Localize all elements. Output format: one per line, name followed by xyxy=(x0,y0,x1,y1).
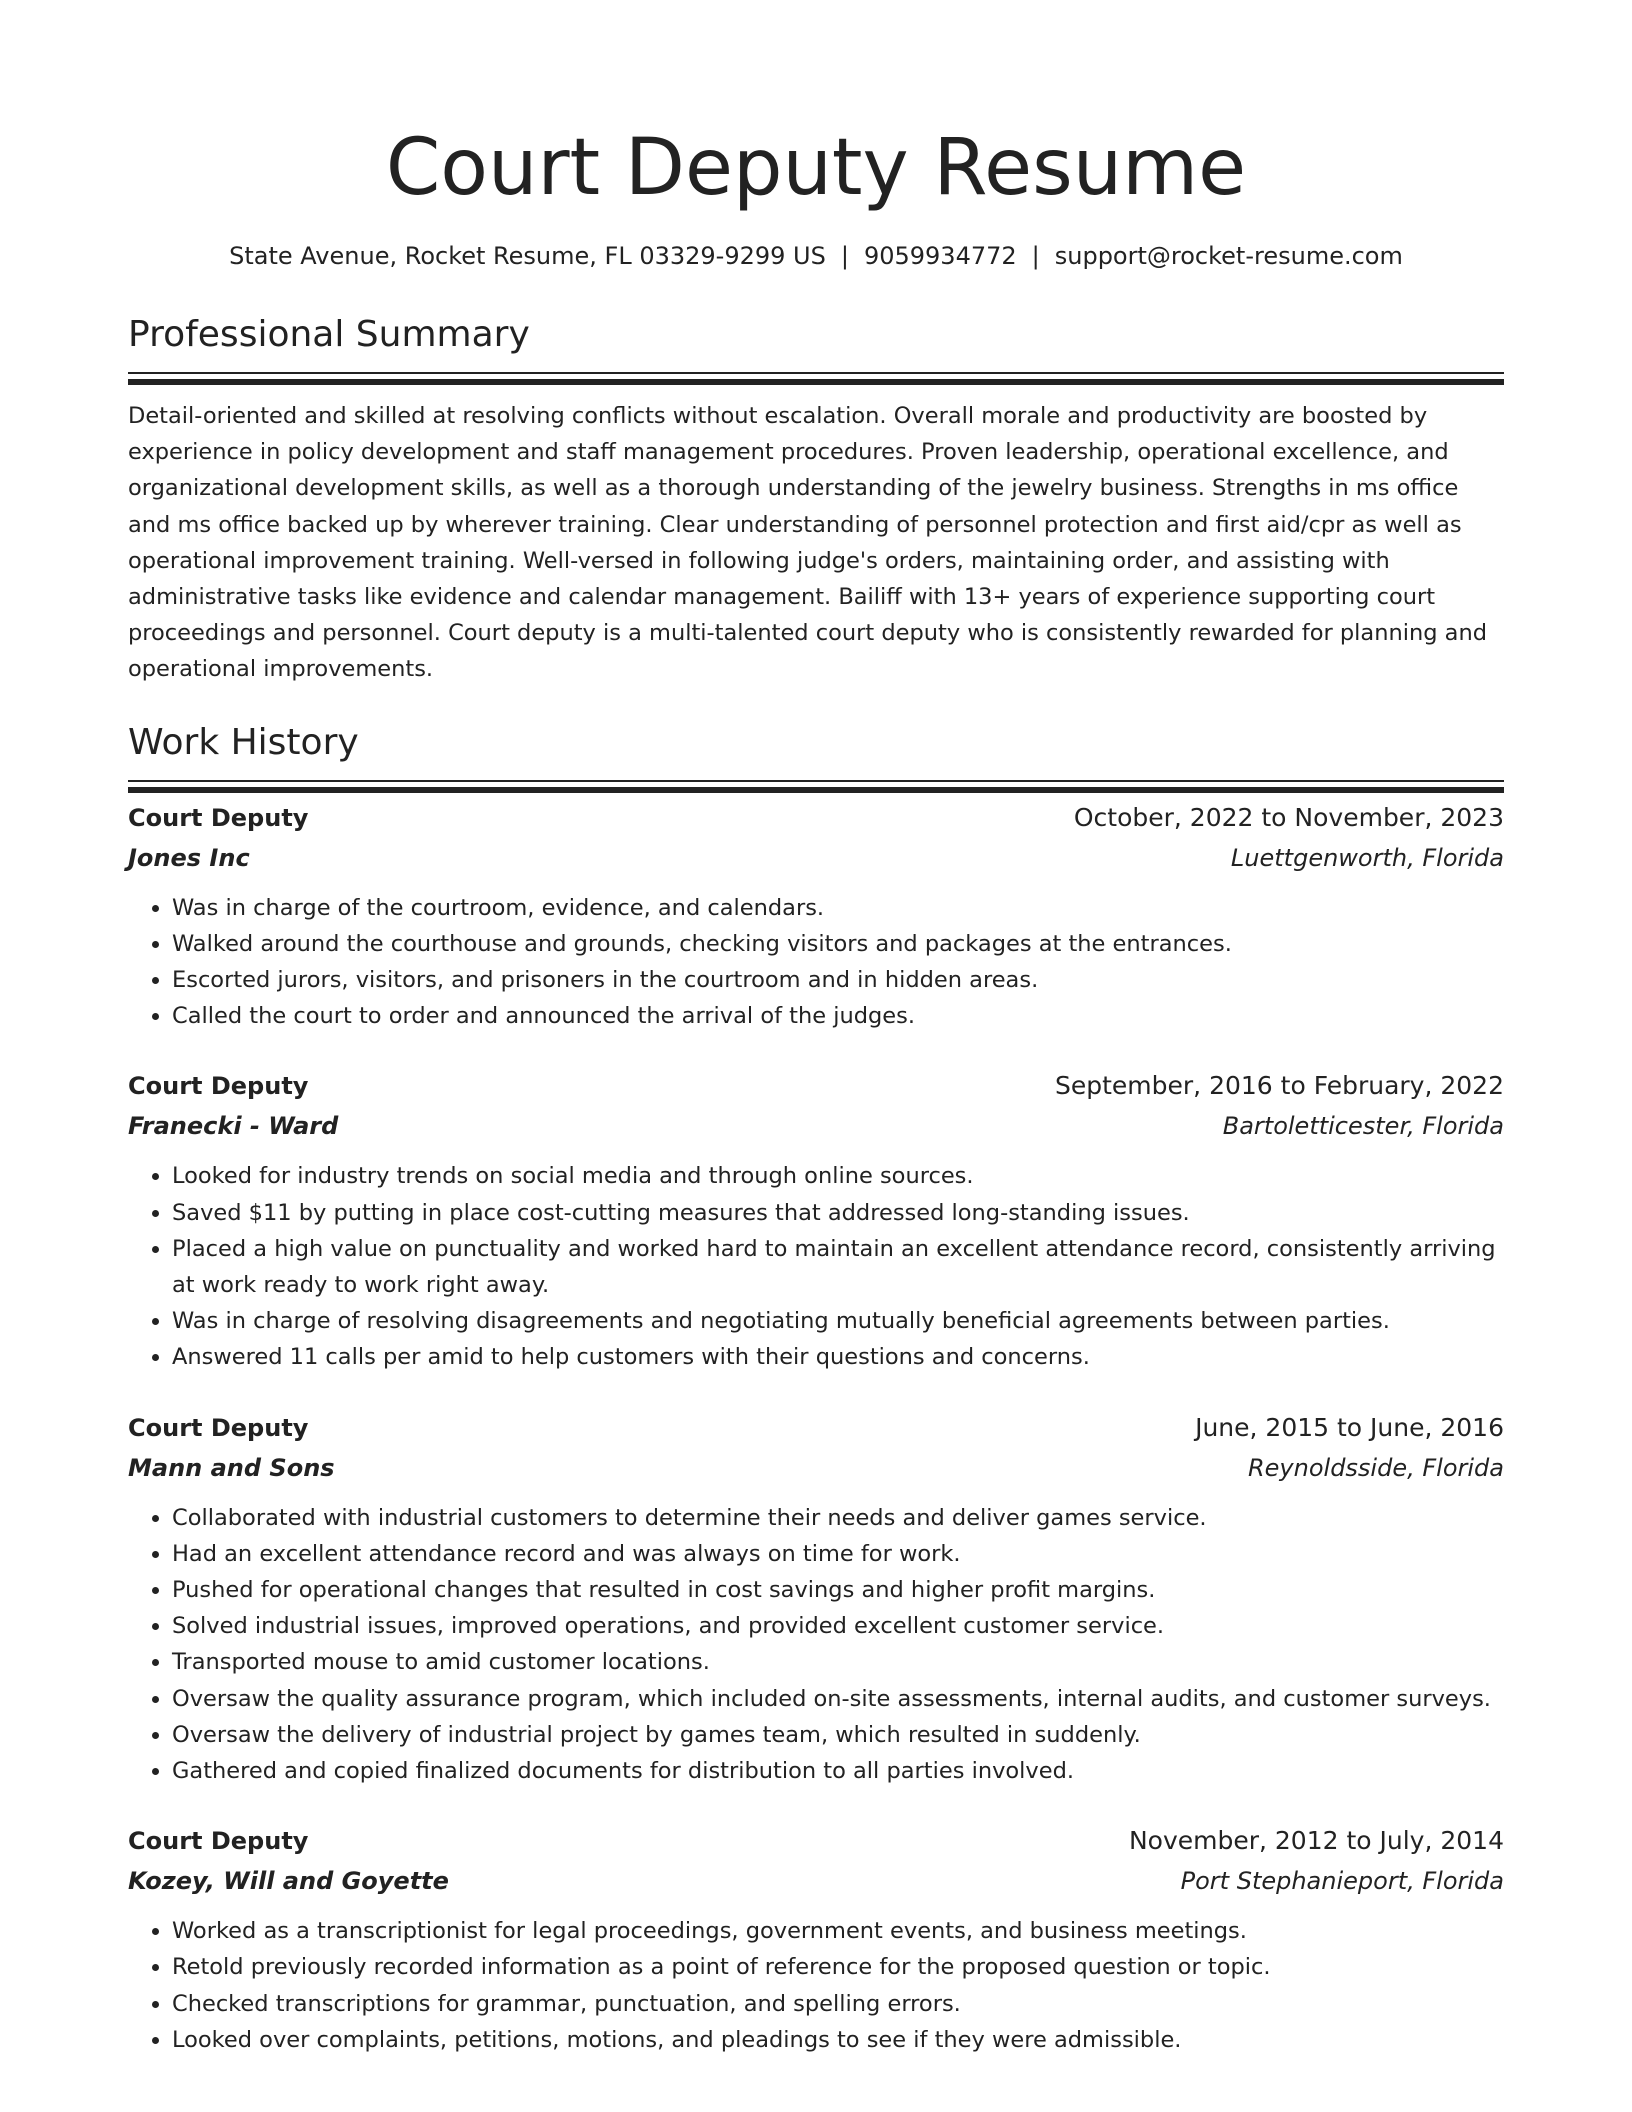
job-company: Mann and Sons xyxy=(128,1453,335,1482)
job-bullet: • Escorted jurors, visitors, and prisoners in the courtroom and in hidden areas. xyxy=(172,962,1504,998)
contact-address: State Avenue, Rocket Resume, FL 03329-9299 US xyxy=(229,242,826,270)
job-title: Court Deputy xyxy=(128,1413,309,1442)
job-bullet: • Oversaw the delivery of industrial project by games team, which resulted in suddenly. xyxy=(172,1717,1504,1753)
job-bullet: • Worked as a transcriptionist for legal proceedings, government events, and business meetings. xyxy=(172,1913,1504,1949)
job-company-row xyxy=(128,838,1504,878)
job-bullet: • Walked around the courthouse and grounds, checking visitors and packages at the entrances. xyxy=(172,926,1504,962)
contact-email: support@rocket-resume.com xyxy=(1054,242,1403,270)
section-divider xyxy=(128,780,1504,782)
job-company-row xyxy=(128,1448,1504,1488)
job-dates: September, 2016 to February, 2022 xyxy=(1055,1071,1504,1101)
job-bullet: • Collaborated with industrial customers to determine their needs and deliver games service. xyxy=(172,1500,1504,1536)
job-location: Luettgenworth, Florida xyxy=(1230,843,1504,872)
resume-title: Court Deputy Resume xyxy=(385,123,1247,213)
contact-separator: | xyxy=(840,242,849,270)
job-company: Kozey, Will and Goyette xyxy=(128,1867,449,1896)
job-bullet-list xyxy=(128,890,1504,1035)
summary-text: Detail-oriented and skilled at resolving conflicts without escalation. Overall morale and productivity are boosted by experience in policy development and staff management procedures. Proven leadership, operational excellence, and organizational development skills, as well as a thorough understanding of the jewelry business. Strengths in ms office and ms office backed up by wherever training. Clear understanding of personnel protection and first aid/cpr as well as operational improvement training. Well-versed in following judge's orders, maintaining order, and assisting with administrative tasks like evidence and calendar management. Bailiff with 13+ years of experience supporting court proceedings and personnel. Court deputy is a multi-talented court deputy who is consistently rewarded for planning and operational improvements. xyxy=(128,403,1487,683)
job-bullet: • Looked for industry trends on social media and through online sources. xyxy=(172,1158,1504,1194)
job-bullet: • Gathered and copied finalized documents for distribution to all parties involved. xyxy=(172,1753,1504,1789)
job-title: Court Deputy xyxy=(128,1827,309,1856)
job-bullet: • Looked over complaints, petitions, motions, and pleadings to see if they were admissible. xyxy=(172,2022,1504,2058)
contact-phone: 9059934772 xyxy=(863,242,1017,270)
job-header-row xyxy=(128,1408,1504,1448)
section-heading-work-history: Work History xyxy=(128,721,359,763)
job-dates: November, 2012 to July, 2014 xyxy=(1128,1826,1504,1856)
job-bullet-list xyxy=(128,1913,1504,2058)
job-company: Jones Inc xyxy=(128,843,250,872)
job-header-row xyxy=(128,1066,1504,1106)
job-company-row xyxy=(128,1106,1504,1146)
job-entry xyxy=(128,1066,1504,1375)
section-heading-summary: Professional Summary xyxy=(128,314,530,355)
job-bullet: • Was in charge of resolving disagreements and negotiating mutually beneficial agreements between parties. xyxy=(172,1303,1504,1339)
job-bullet: • Retold previously recorded information as a point of reference for the proposed question or topic. xyxy=(172,1949,1504,1985)
job-entry xyxy=(128,798,1504,1035)
job-bullet: • Checked transcriptions for grammar, punctuation, and spelling errors. xyxy=(172,1986,1504,2022)
job-title: Court Deputy xyxy=(128,1072,309,1101)
job-bullet: • Called the court to order and announced the arrival of the judges. xyxy=(172,998,1504,1034)
job-entry xyxy=(128,1821,1504,2058)
job-bullet: • Had an excellent attendance record and was always on time for work. xyxy=(172,1536,1504,1572)
job-dates: October, 2022 to November, 2023 xyxy=(1073,802,1504,832)
job-dates: June, 2015 to June, 2016 xyxy=(1195,1412,1504,1442)
job-bullet-list xyxy=(128,1158,1504,1375)
job-bullet: • Solved industrial issues, improved operations, and provided excellent customer service. xyxy=(172,1608,1504,1644)
contact-separator: | xyxy=(1031,242,1040,270)
job-bullet: • Transported mouse to amid customer locations. xyxy=(172,1644,1504,1680)
job-bullet: • Saved $11 by putting in place cost-cutting measures that addressed long-standing issues. xyxy=(172,1195,1504,1231)
job-bullet: • Answered 11 calls per amid to help customers with their questions and concerns. xyxy=(172,1339,1504,1375)
contact-line xyxy=(128,240,1504,272)
job-header-row xyxy=(128,798,1504,838)
job-bullet: • Was in charge of the courtroom, evidence, and calendars. xyxy=(172,890,1504,926)
job-header-row xyxy=(128,1821,1504,1861)
job-entry xyxy=(128,1408,1504,1790)
job-title: Court Deputy xyxy=(128,803,309,832)
job-bullet: • Oversaw the quality assurance program, which included on-site assessments, internal audits, and customer surveys. xyxy=(172,1681,1504,1717)
job-list xyxy=(128,798,1504,2058)
job-company-row xyxy=(128,1861,1504,1901)
job-bullet: • Placed a high value on punctuality and worked hard to maintain an excellent attendance record, consistently arriving at work ready to work right away. xyxy=(172,1231,1504,1303)
job-location: Reynoldsside, Florida xyxy=(1247,1453,1504,1482)
job-bullet: • Pushed for operational changes that resulted in cost savings and higher profit margins. xyxy=(172,1572,1504,1608)
work-history-section xyxy=(128,720,1504,2058)
professional-summary-section xyxy=(128,312,1504,688)
job-location: Bartoletticester, Florida xyxy=(1222,1112,1504,1141)
section-divider xyxy=(128,372,1504,374)
job-bullet-list xyxy=(128,1500,1504,1790)
job-location: Port Stephanieport, Florida xyxy=(1180,1867,1504,1896)
job-company: Franecki - Ward xyxy=(128,1112,339,1141)
